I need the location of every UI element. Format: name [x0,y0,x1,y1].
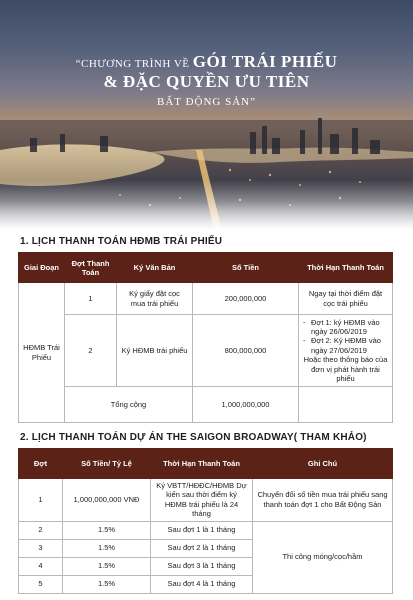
installment-cell: 1 [19,479,63,522]
amount-cell: 200,000,000 [193,283,299,315]
total-amount: 1,000,000,000 [193,387,299,423]
amount-cell: 1.5% [63,575,151,593]
amount-cell: 1.5% [63,539,151,557]
table-row [19,315,393,387]
city-skyline-image [0,0,413,230]
hero-banner [0,0,413,230]
installment-cell: 2 [65,315,117,387]
deadline-cell: Sau đợt 2 là 1 tháng [151,539,253,557]
table-header-row [19,449,393,479]
deadline-cell: Ngay tại thời điểm đặt cọc trái phiếu [299,283,393,315]
total-label: Tổng cộng [65,387,193,423]
col-header-deadline: Thời Hạn Thanh Toán [299,253,393,283]
amount-cell: 1.5% [63,521,151,539]
amount-cell: 1,000,000,000 VNĐ [63,479,151,522]
installment-cell: 4 [19,557,63,575]
installment-cell: 5 [19,575,63,593]
hero-title-line3: BẤT ĐỘNG SẢN” [157,96,256,108]
note-cell: Thi công móng/cọc/hầm [253,521,393,593]
table-row [19,521,393,539]
deadline-item: - Đợt 2: Ký HĐMB vào ngày 27/06/2019 [303,336,388,355]
deadline-cell: Sau đợt 3 là 1 tháng [151,557,253,575]
deadline-cell: Sau đợt 4 là 1 tháng [151,575,253,593]
col-header-installment: Đợt [19,449,63,479]
table-header-row [19,253,393,283]
installment-cell: 3 [19,539,63,557]
col-header-installment: Đợt Thanh Toán [65,253,117,283]
section2-title: 2. LỊCH THANH TOÁN DỰ ÁN THE SAIGON BROADWAY( THAM KHẢO) [20,432,367,443]
installment-cell: 2 [19,521,63,539]
total-row [19,387,393,423]
installment-cell: 1 [65,283,117,315]
col-header-note: Ghi Chú [253,449,393,479]
deadline-item: - Đợt 1: ký HĐMB vào ngày 26/06/2019 [303,318,388,337]
stage-cell: HĐMB Trái Phiếu [19,283,65,423]
note-cell: Chuyển đổi số tiền mua trái phiếu sang thanh toán đợt 1 cho Bất Động Sản [253,479,393,522]
document-cell: Ký giấy đặt cọc mua trái phiếu [117,283,193,315]
amount-cell: 1.5% [63,557,151,575]
deadline-cell: Sau đợt 1 là 1 tháng [151,521,253,539]
hero-title-prefix: “CHƯƠNG TRÌNH VỀ [75,58,190,70]
project-payment-table [18,448,393,594]
col-header-deadline: Thời Hạn Thanh Toán [151,449,253,479]
hero-title-bold: GÓI TRÁI PHIẾU [192,52,338,71]
col-header-amount: Số Tiền [193,253,299,283]
hero-title-line2: & ĐẶC QUYỀN ƯU TIÊN [103,72,310,91]
bond-payment-table [18,252,393,423]
deadline-cell [299,315,393,387]
deadline-cell: Ký VBTT/HĐĐC/HĐMB Dự kiến sau thời điểm ký HĐMB trái phiếu là 24 tháng [151,479,253,522]
col-header-amount-rate: Số Tiền/ Tỷ Lệ [63,449,151,479]
amount-cell: 800,000,000 [193,315,299,387]
table-row [19,283,393,315]
total-deadline-empty [299,387,393,423]
deadline-note: Hoặc theo thông báo của đơn vị phát hành trái phiếu [303,355,388,383]
col-header-document: Ký Văn Bản [117,253,193,283]
hero-title-line1 [0,52,413,72]
col-header-stage: Giai Đoạn [19,253,65,283]
table-row [19,479,393,522]
document-cell: Ký HĐMB trái phiếu [117,315,193,387]
section1-title: 1. LỊCH THANH TOÁN HĐMB TRÁI PHIẾU [20,236,223,247]
